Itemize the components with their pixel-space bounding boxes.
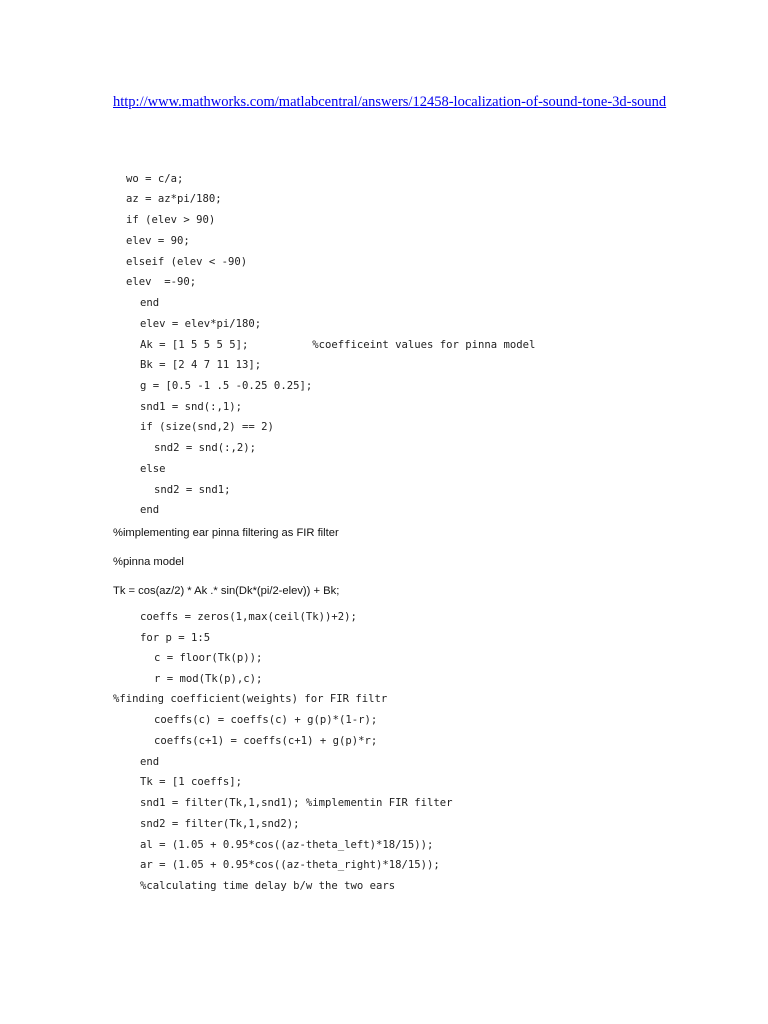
- code-line: snd2 = snd(:,2);: [154, 442, 257, 454]
- code-line: end: [140, 756, 160, 768]
- code-line: wo = c/a;: [126, 173, 184, 185]
- code-line: elev =-90;: [126, 276, 197, 288]
- code-line: snd1 = snd(:,1);: [140, 401, 243, 413]
- code-line: for p = 1:5: [140, 632, 211, 644]
- code-line: elev = 90;: [126, 235, 190, 247]
- code-line: coeffs(c) = coeffs(c) + g(p)*(1-r);: [154, 714, 378, 726]
- code-line: end: [140, 504, 160, 516]
- prose-line: %pinna model: [113, 556, 184, 568]
- source-link[interactable]: http://www.mathworks.com/matlabcentral/answers/12458-localization-of-sound-tone-3d-sound: [113, 94, 667, 110]
- code-line: elseif (elev < -90): [126, 256, 248, 268]
- code-line: %calculating time delay b/w the two ears: [140, 880, 396, 892]
- code-line: g = [0.5 -1 .5 -0.25 0.25];: [140, 380, 313, 392]
- code-line: az = az*pi/180;: [126, 193, 222, 205]
- code-line: r = mod(Tk(p),c);: [154, 673, 263, 685]
- code-line: if (elev > 90): [126, 214, 216, 226]
- code-line: %finding coefficient(weights) for FIR filtr: [113, 693, 388, 705]
- code-line: ar = (1.05 + 0.95*cos((az-theta_right)*18/15));: [140, 859, 440, 871]
- code-line: snd1 = filter(Tk,1,snd1); %implementin FIR filter: [140, 797, 453, 809]
- code-line: c = floor(Tk(p));: [154, 652, 263, 664]
- code-line: snd2 = snd1;: [154, 484, 231, 496]
- code-line: end: [140, 297, 160, 309]
- code-line: al = (1.05 + 0.95*cos((az-theta_left)*18/15));: [140, 839, 434, 851]
- code-line: elev = elev*pi/180;: [140, 318, 262, 330]
- code-line: coeffs = zeros(1,max(ceil(Tk))+2);: [140, 611, 357, 623]
- prose-line: Tk = cos(az/2) * Ak .* sin(Dk*(pi/2-elev)) + Bk;: [113, 585, 340, 597]
- code-line: coeffs(c+1) = coeffs(c+1) + g(p)*r;: [154, 735, 378, 747]
- code-line: Bk = [2 4 7 11 13];: [140, 359, 262, 371]
- code-line: Ak = [1 5 5 5 5]; %coefficeint values for pinna model: [140, 339, 536, 351]
- code-line: if (size(snd,2) == 2): [140, 421, 274, 433]
- code-line: snd2 = filter(Tk,1,snd2);: [140, 818, 300, 830]
- prose-line: %implementing ear pinna filtering as FIR filter: [113, 527, 339, 539]
- code-line: Tk = [1 coeffs];: [140, 776, 243, 788]
- code-line: else: [140, 463, 166, 475]
